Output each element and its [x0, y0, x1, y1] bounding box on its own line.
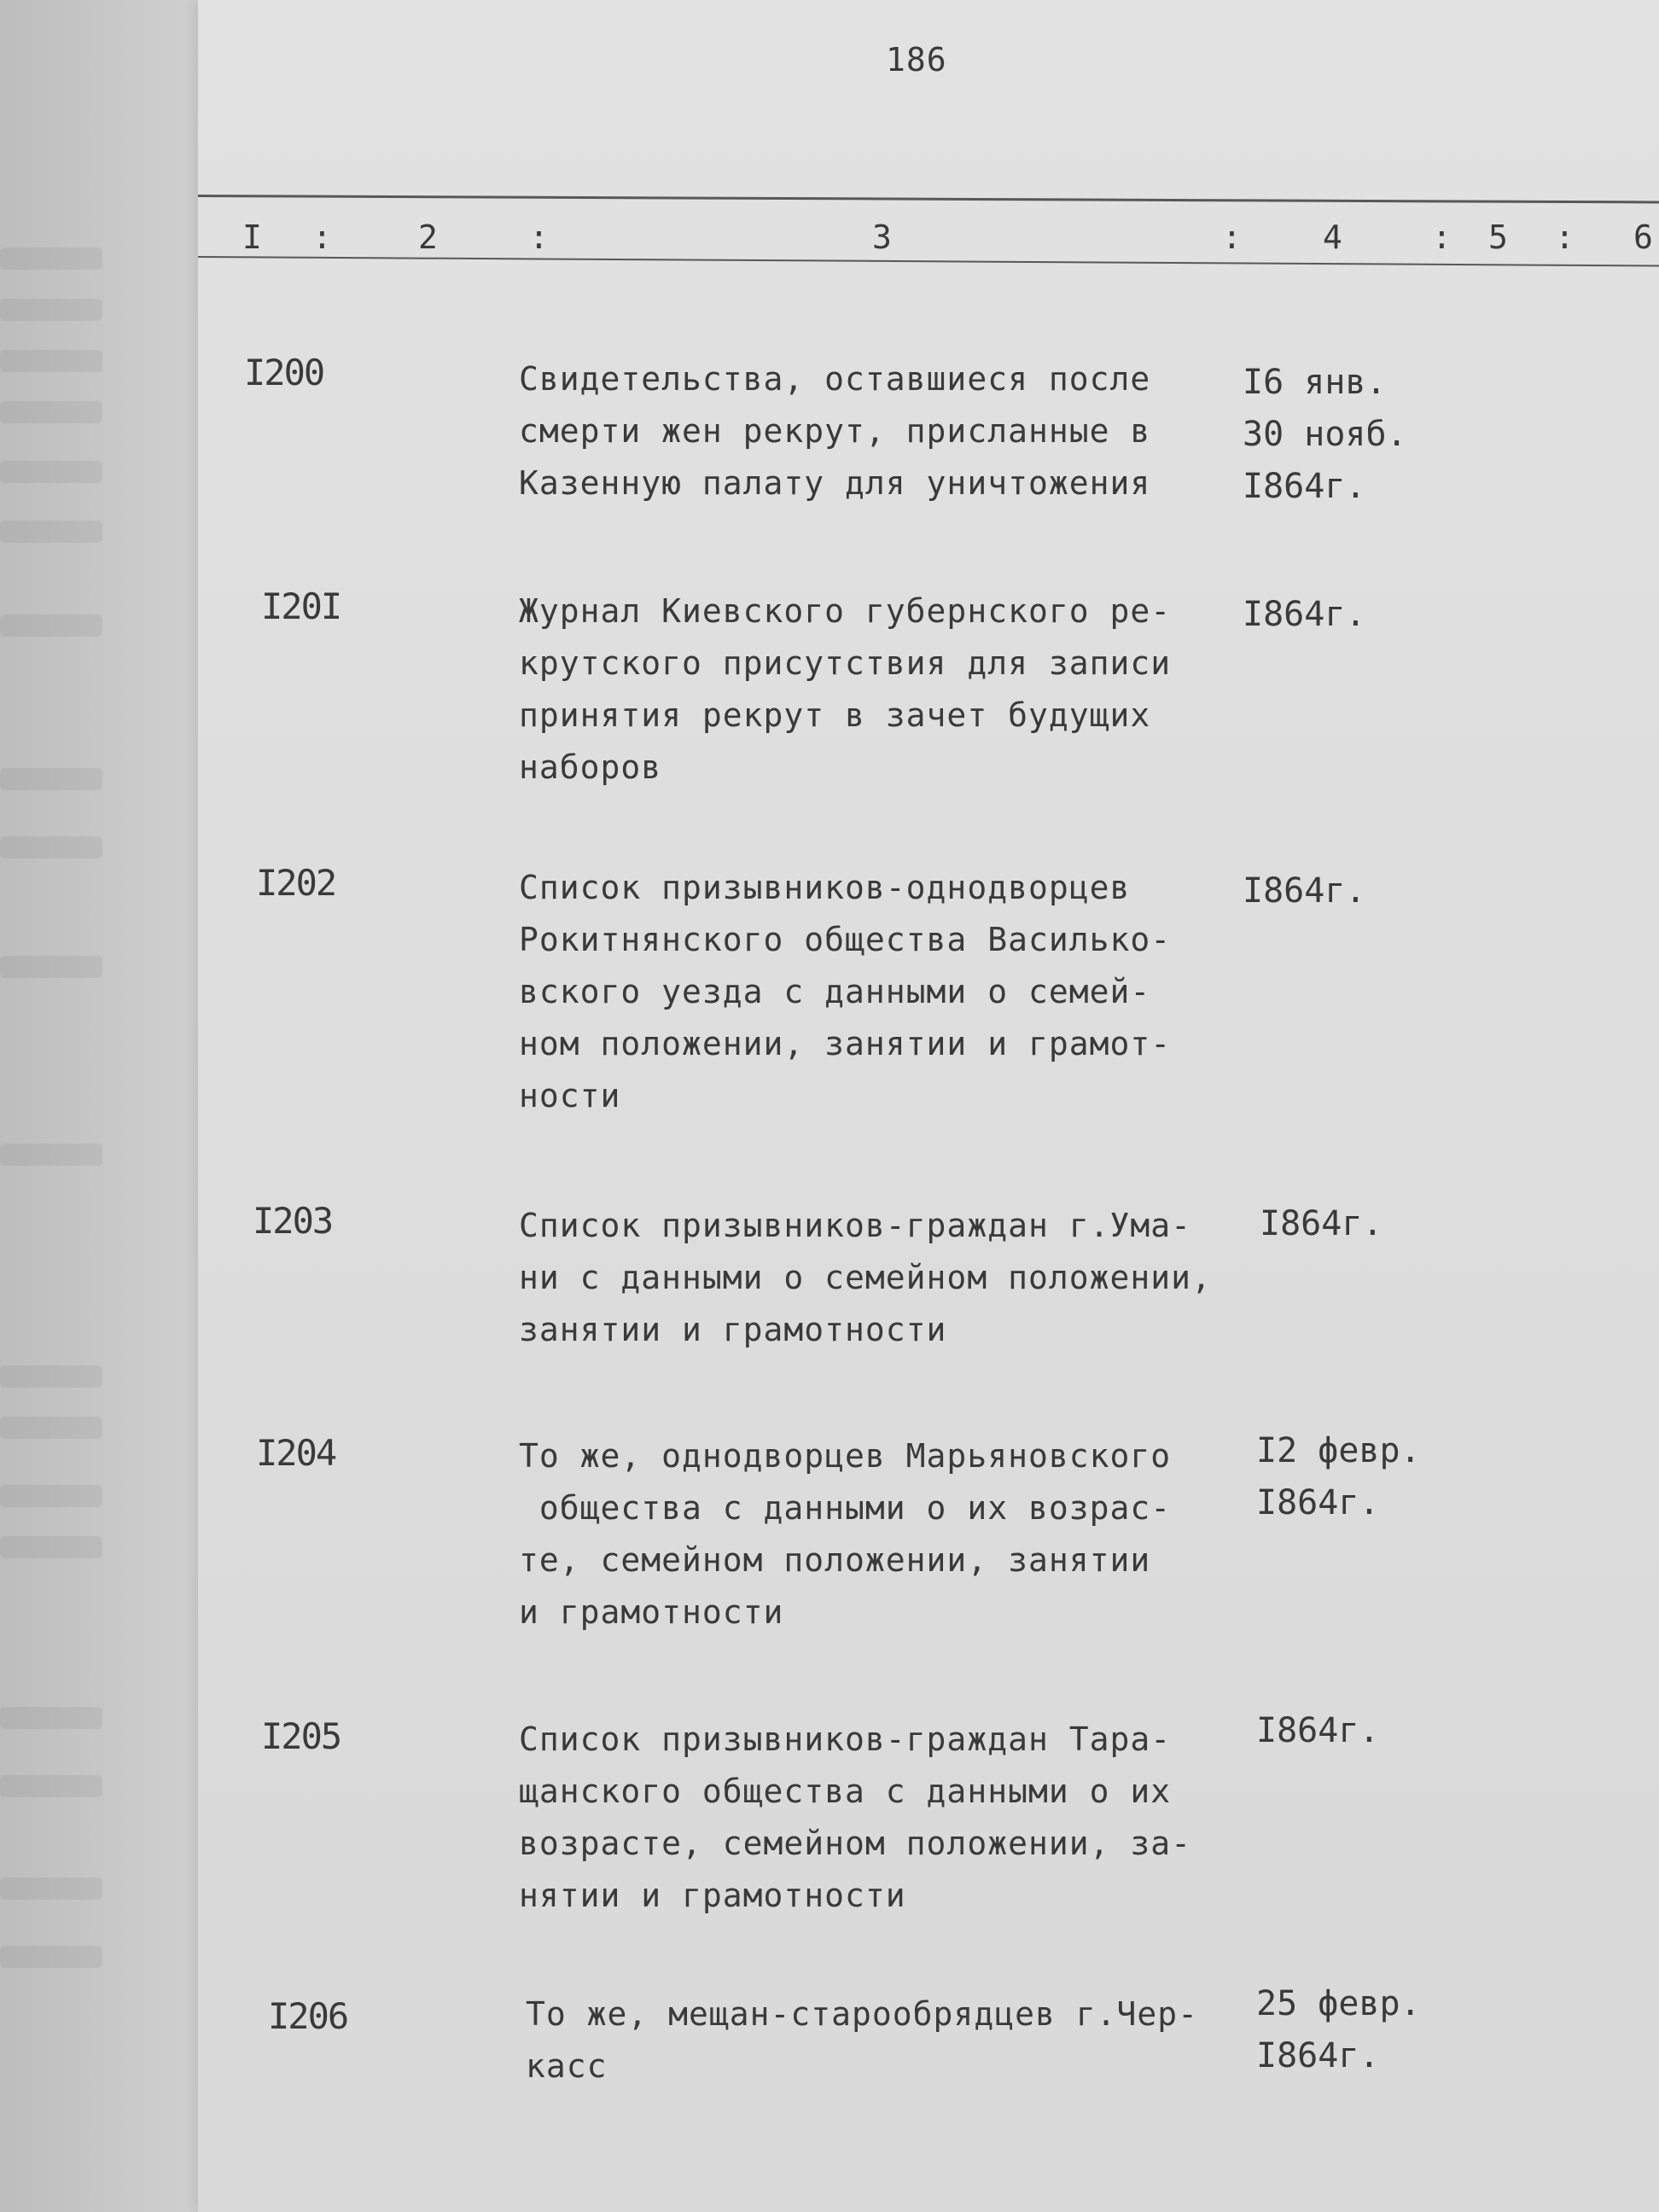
- column-header-4: 4: [1323, 218, 1342, 256]
- bleed-through-mark: [0, 1775, 102, 1797]
- bleed-through-mark: [0, 299, 102, 321]
- column-separator: :: [1222, 218, 1242, 256]
- entry-description: Журнал Киевского губернского ре- крутского присутствия для записи принятия рекрут в зачет будущих наборов: [519, 592, 1172, 786]
- entry-number: I204: [256, 1432, 336, 1474]
- entry-date: 25 февр. I864г.: [1256, 1984, 1421, 2075]
- column-separator: :: [1555, 218, 1575, 256]
- bleed-through-mark: [0, 1946, 102, 1968]
- entry-number: I203: [253, 1200, 333, 1242]
- entry-date: I864г.: [1243, 595, 1366, 634]
- entry-date: I864г.: [1260, 1204, 1383, 1243]
- bleed-through-mark: [0, 1536, 102, 1558]
- bleed-through-mark: [0, 768, 102, 790]
- column-header-5: 5: [1488, 218, 1508, 256]
- entry-date: I864г.: [1243, 871, 1366, 911]
- bleed-through-mark: [0, 401, 102, 423]
- bleed-through-mark: [0, 350, 102, 372]
- entry-date: I864г.: [1256, 1711, 1380, 1750]
- bleed-through-mark: [0, 1417, 102, 1439]
- adjacent-page-edge: [0, 0, 198, 2212]
- bleed-through-mark: [0, 247, 102, 270]
- column-separator: :: [529, 218, 549, 256]
- entry-number: I202: [256, 862, 336, 904]
- column-header-6: 6: [1633, 218, 1653, 256]
- bleed-through-mark: [0, 956, 102, 978]
- column-separator: :: [1432, 218, 1452, 256]
- entry-description: То же, однодворцев Марьяновского общества с данными о их возрас- те, семейном положении, занятии и грамотности: [519, 1437, 1172, 1631]
- entry-date: I2 февр. I864г.: [1256, 1431, 1421, 1522]
- bleed-through-mark: [0, 836, 102, 859]
- column-separator: :: [312, 218, 332, 256]
- column-header-2: 2: [418, 218, 438, 256]
- entry-description: Список призывников-граждан Тара- щанского общества с данными о их возрасте, семейном положении, за- нятии и грамотности: [519, 1720, 1191, 1914]
- entry-description: Список призывников-граждан г.Ума- ни с данными о семейном положении, занятии и грамотности: [519, 1207, 1212, 1348]
- bleed-through-mark: [0, 1485, 102, 1507]
- entry-number: I205: [261, 1715, 341, 1757]
- entry-number: I206: [268, 1995, 348, 2037]
- entry-description: То же, мещан-старообрядцев г.Чер- касс: [526, 1995, 1198, 2085]
- bleed-through-mark: [0, 1365, 102, 1388]
- bleed-through-mark: [0, 1877, 102, 1900]
- bleed-through-mark: [0, 614, 102, 637]
- entry-date: I6 янв. 30 нояб. I864г.: [1243, 363, 1407, 506]
- column-header-1: I: [242, 218, 262, 256]
- entry-number: I200: [244, 352, 324, 393]
- entry-number: I20I: [261, 585, 341, 627]
- page-number: 186: [886, 41, 947, 79]
- bleed-through-mark: [0, 1144, 102, 1166]
- bleed-through-mark: [0, 1707, 102, 1729]
- bleed-through-mark: [0, 521, 102, 543]
- bleed-through-mark: [0, 461, 102, 483]
- column-header-3: 3: [872, 218, 892, 256]
- entry-description: Список призывников-однодворцев Рокитнянского общества Василько- вского уезда с данными о семей- ном положении, занятии и грамот- ности: [519, 869, 1172, 1115]
- entry-description: Свидетельства, оставшиеся после смерти жен рекрут, присланные в Казенную палату для уничтожения: [519, 360, 1151, 502]
